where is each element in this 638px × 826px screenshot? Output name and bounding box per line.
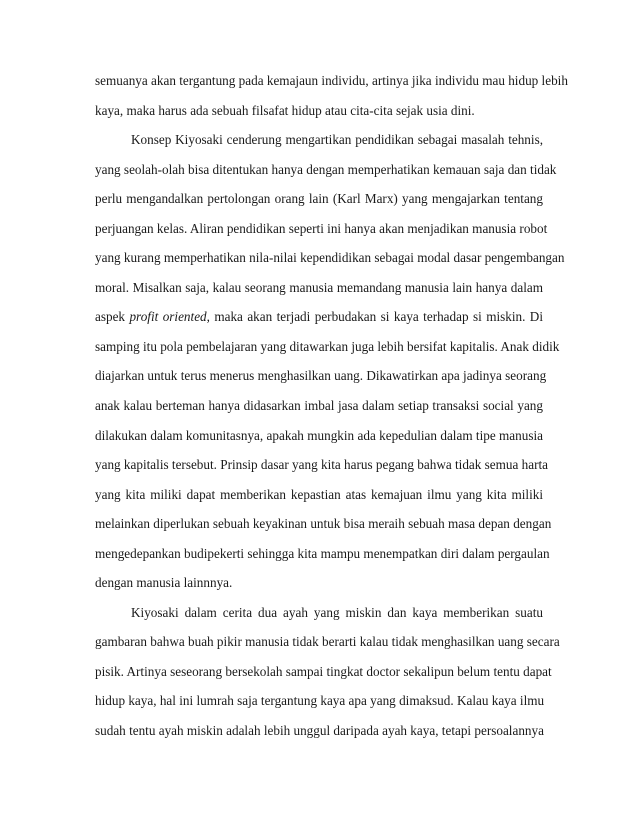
text-line: samping itu pola pembelajaran yang ditawarkan juga lebih bersifat kapitalis. Anak didik	[95, 338, 560, 354]
text-line: yang kapitalis tersebut. Prinsip dasar yang kita harus pegang bahwa tidak semua harta	[95, 457, 549, 473]
text-line: pisik. Artinya seseorang bersekolah sampai tingkat doctor sekalipun belum tentu dapat	[95, 663, 552, 679]
text-segment: , maka akan terjadi perbudakan si kaya terhadap si miskin. Di	[206, 309, 543, 325]
body-text	[95, 66, 568, 746]
text-line: dilakukan dalam komunitasnya, apakah mungkin ada kepedulian dalam tipe manusia	[95, 427, 543, 443]
text-line: Kiyosaki dalam cerita dua ayah yang miskin dan kaya memberikan suatu	[131, 604, 543, 620]
text-line: gambaran bahwa buah pikir manusia tidak berarti kalau tidak menghasilkan uang secara	[95, 634, 560, 650]
text-line: dengan manusia lainnnya.	[95, 575, 233, 591]
text-line: melainkan diperlukan sebuah keyakinan untuk bisa meraih sebuah masa depan dengan	[95, 516, 552, 532]
text-line: sudah tentu ayah miskin adalah lebih unggul daripada ayah kaya, tetapi persoalannya	[95, 723, 544, 739]
text-line: kaya, maka harus ada sebuah filsafat hidup atau cita-cita sejak usia dini.	[95, 102, 475, 118]
text-line: hidup kaya, hal ini lumrah saja tergantung kaya apa yang dimaksud. Kalau kaya ilmu	[95, 693, 545, 709]
text-line: Konsep Kiyosaki cenderung mengartikan pendidikan sebagai masalah tehnis,	[131, 132, 543, 148]
text-line: diajarkan untuk terus menerus menghasilkan uang. Dikawatirkan apa jadinya seorang	[95, 368, 547, 384]
italic-term: profit oriented	[129, 309, 207, 325]
text-line	[95, 302, 543, 332]
text-line: semuanya akan tergantung pada kemajaun individu, artinya jika individu mau hidup lebih	[95, 73, 568, 88]
text-segment: aspek	[95, 309, 130, 325]
text-line: yang seolah-olah bisa ditentukan hanya dengan memperhatikan kemauan saja dan tidak	[95, 161, 557, 177]
text-line: yang kurang memperhatikan nila-nilai kependidikan sebagai modal dasar pengembangan	[95, 250, 565, 266]
text-line: anak kalau berteman hanya didasarkan imbal jasa dalam setiap transaksi social yang	[95, 398, 543, 414]
text-line: mengedepankan budipekerti sehingga kita mampu menempatkan diri dalam pergaulan	[95, 545, 550, 561]
text-line: moral. Misalkan saja, kalau seorang manusia memandang manusia lain hanya dalam	[95, 279, 543, 295]
text-line: yang kita miliki dapat memberikan kepastian atas kemajuan ilmu yang kita miliki	[95, 486, 543, 502]
text-line: perjuangan kelas. Aliran pendidikan seperti ini hanya akan menjadikan manusia robot	[95, 220, 548, 236]
text-line: perlu mengandalkan pertolongan orang lain (Karl Marx) yang mengajarkan tentang	[95, 191, 543, 207]
